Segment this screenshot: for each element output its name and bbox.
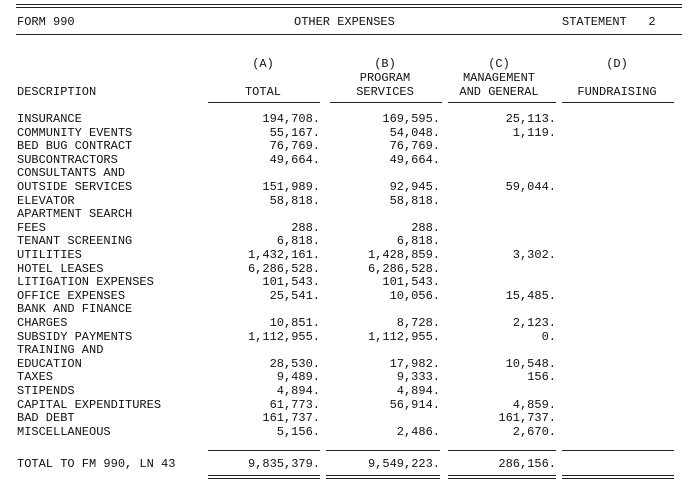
col-d-total-underline <box>562 450 674 451</box>
row-value-a: 5,156. <box>276 424 320 439</box>
col-a-header-underline <box>208 102 320 103</box>
row-value-a: 288. <box>291 220 320 235</box>
row-value-b: 9,333. <box>396 370 440 385</box>
row-label: APARTMENT SEARCH <box>17 207 133 222</box>
row-value-b: 4,894. <box>396 384 440 398</box>
top-rule-1 <box>16 4 682 5</box>
total-label: TOTAL TO FM 990, LN 43 <box>17 457 176 471</box>
row-value-a: 28,530. <box>269 356 320 371</box>
row-label: INSURANCE <box>17 112 82 126</box>
row-value-a: 76,769. <box>269 139 320 154</box>
col-a-total-underline <box>208 450 320 451</box>
col-b-total-underline <box>326 450 440 451</box>
col-c-total-underline <box>448 450 556 451</box>
header-rule <box>16 34 682 35</box>
row-value-a: 9,489. <box>276 370 320 385</box>
col-c-letter: (C) <box>488 57 510 71</box>
row-value-b: 8,728. <box>396 316 440 330</box>
row-value-a: 10,851. <box>269 316 320 330</box>
col-d-header-underline <box>562 102 674 103</box>
col-b-label-2: SERVICES <box>356 85 414 99</box>
row-value-c: 2,670. <box>512 424 556 439</box>
row-label: FEES <box>17 220 46 235</box>
row-value-b: 1,112,955. <box>367 329 440 344</box>
col-b-header-underline <box>330 102 442 103</box>
row-value-b: 56,914. <box>389 397 440 412</box>
row-label: HOTEL LEASES <box>17 261 104 276</box>
row-value-b: 2,486. <box>396 424 440 439</box>
row-value-a: 55,167. <box>269 125 320 140</box>
col-d-label-2: FUNDRAISING <box>577 85 657 99</box>
row-value-c: 4,859. <box>512 397 556 412</box>
row-value-c: 10,548. <box>505 356 556 371</box>
row-value-a: 4,894. <box>276 384 320 398</box>
col-a-label-2: TOTAL <box>244 85 281 99</box>
row-value-c: 15,485. <box>505 288 556 303</box>
row-value-c: 156. <box>527 370 556 385</box>
row-label: OFFICE EXPENSES <box>17 288 126 303</box>
row-value-b: 101,543. <box>382 275 440 290</box>
row-label: OUTSIDE SERVICES <box>17 180 133 194</box>
form-label: FORM 990 <box>17 15 75 29</box>
col-c-label-2: AND GENERAL <box>459 85 539 99</box>
row-label: UTILITIES <box>17 248 82 262</box>
row-value-c: 25,113. <box>505 112 556 126</box>
col-a-double-rule-1 <box>208 475 320 476</box>
col-c-header-underline <box>448 102 556 103</box>
row-value-b: 6,286,528. <box>367 261 440 276</box>
row-label: BANK AND FINANCE <box>17 302 133 317</box>
col-c-label-1: MANAGEMENT <box>462 71 535 85</box>
col-d-double-rule-2 <box>562 478 674 479</box>
row-value-a: 6,286,528. <box>247 261 320 276</box>
col-b-label-1: PROGRAM <box>359 71 411 85</box>
total-col-c: 286,156. <box>498 457 556 471</box>
col-b-double-rule-2 <box>326 478 440 479</box>
statement-label: STATEMENT 2 <box>562 15 656 29</box>
row-label: SUBCONTRACTORS <box>17 152 118 167</box>
row-value-a: 194,708. <box>262 112 320 126</box>
row-label: BED BUG CONTRACT <box>17 139 133 154</box>
row-value-c: 0. <box>541 329 556 344</box>
row-label: LITIGATION EXPENSES <box>17 275 154 290</box>
row-value-b: 6,818. <box>396 234 440 249</box>
row-value-c: 2,123. <box>512 316 556 330</box>
total-col-a: 9,835,379. <box>247 457 320 471</box>
col-d-letter: (D) <box>606 57 628 71</box>
col-d-double-rule-1 <box>562 475 674 476</box>
description-header: DESCRIPTION <box>17 85 97 99</box>
row-value-a: 49,664. <box>269 152 320 167</box>
row-value-b: 169,595. <box>382 112 440 126</box>
row-label: CAPITAL EXPENDITURES <box>17 397 162 412</box>
row-value-b: 76,769. <box>389 139 440 154</box>
row-label: TENANT SCREENING <box>17 234 133 249</box>
top-rule-2 <box>16 7 682 8</box>
row-label: STIPENDS <box>17 384 75 398</box>
row-value-a: 1,112,955. <box>247 329 320 344</box>
row-label: MISCELLANEOUS <box>17 424 111 439</box>
row-label: CONSULTANTS AND <box>17 166 126 181</box>
row-value-c: 59,044. <box>505 180 556 194</box>
row-value-c: 1,119. <box>512 125 556 140</box>
row-label: EDUCATION <box>17 356 82 371</box>
row-value-b: 49,664. <box>389 152 440 167</box>
row-value-a: 101,543. <box>262 275 320 290</box>
col-a-letter: (A) <box>252 57 274 71</box>
row-value-b: 1,428,859. <box>367 248 440 262</box>
row-value-a: 1,432,161. <box>247 248 320 262</box>
total-col-b: 9,549,223. <box>367 457 440 471</box>
row-label: CHARGES <box>17 316 68 330</box>
page-title: OTHER EXPENSES <box>294 15 395 29</box>
row-value-a: 61,773. <box>269 397 320 412</box>
row-value-a: 25,541. <box>269 288 320 303</box>
row-value-b: 54,048. <box>389 125 440 140</box>
row-label: ELEVATOR <box>17 193 75 208</box>
row-label: TAXES <box>17 370 54 385</box>
col-b-double-rule-1 <box>326 475 440 476</box>
row-value-a: 6,818. <box>276 234 320 249</box>
col-c-double-rule-2 <box>448 478 556 479</box>
row-value-c: 3,302. <box>512 248 556 262</box>
col-a-double-rule-2 <box>208 478 320 479</box>
row-value-a: 58,818. <box>269 193 320 208</box>
row-value-c: 161,737. <box>498 411 556 426</box>
col-b-letter: (B) <box>374 57 396 71</box>
row-value-a: 151,989. <box>262 180 320 194</box>
row-value-b: 10,056. <box>389 288 440 303</box>
row-label: BAD DEBT <box>17 411 75 426</box>
row-value-a: 161,737. <box>262 411 320 426</box>
row-value-b: 288. <box>411 220 440 235</box>
row-value-b: 58,818. <box>389 193 440 208</box>
row-label: TRAINING AND <box>17 343 104 358</box>
row-label: COMMUNITY EVENTS <box>17 125 133 140</box>
row-value-b: 17,982. <box>389 356 440 371</box>
col-c-double-rule-1 <box>448 475 556 476</box>
row-value-b: 92,945. <box>389 180 440 194</box>
row-label: SUBSIDY PAYMENTS <box>17 329 133 344</box>
